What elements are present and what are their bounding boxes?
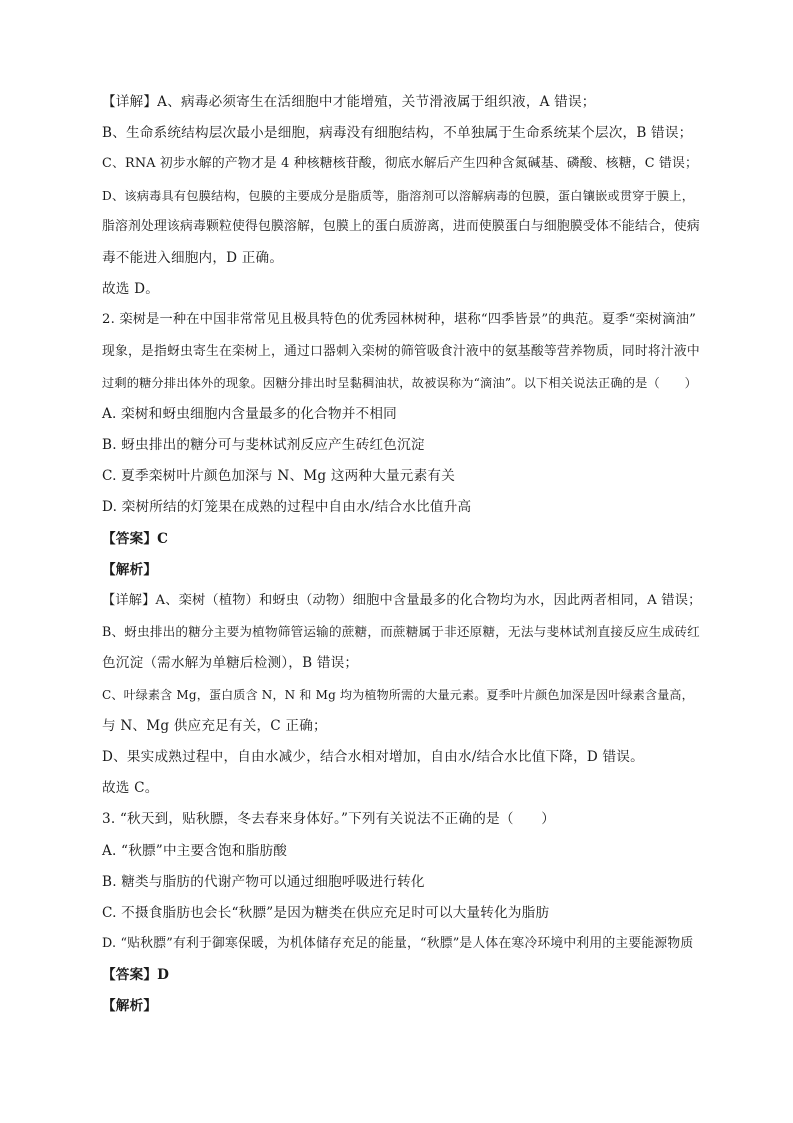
text-line: 2. 栾树是一种在中国非常常见且极具特色的优秀园林树种，堪称“四季皆景”的典范。夏季“栾树滴油” — [102, 312, 697, 328]
text-line: 故选 C。 — [102, 780, 159, 797]
text-line: B. 糖类与脂肪的代谢产物可以通过细胞呼吸进行转化 — [102, 873, 425, 890]
text-line: A. “秋膘”中主要含饱和脂肪酸 — [102, 842, 288, 859]
text-line: 【详解】A、病毒必须寄生在活细胞中才能增殖，关节滑液属于组织液，A 错误； — [102, 94, 596, 110]
text-line: 故选 D。 — [102, 281, 160, 298]
text-line: 【答案】C — [102, 530, 169, 547]
text-line: 【详解】A、栾树（植物）和蚜虫（动物）细胞中含量最多的化合物均为水，因此两者相同，A 错误； — [102, 593, 702, 608]
text-line: D. “贴秋膘”有利于御寒保暖，为机体储存充足的能量，“秋膘”是人体在寒冷环境中利用的主要能源物质 — [102, 936, 694, 952]
text-line: D、果实成熟过程中，自由水减少，结合水相对增加，自由水/结合水比值下降，D 错误。 — [102, 748, 644, 765]
text-line: D. 栾树所结的灯笼果在成熟的过程中自由水/结合水比值升高 — [102, 499, 472, 516]
text-line: 【答案】D — [102, 967, 170, 984]
text-line: 色沉淀（需水解为单糖后检测），B 错误； — [102, 655, 359, 672]
text-line: 【解析】 — [102, 561, 158, 578]
document-page — [102, 92, 702, 1028]
text-line: 毒不能进入细胞内，D 正确。 — [102, 249, 284, 266]
text-line: 3. “秋天到，贴秋膘，冬去春来身体好。”下列有关说法不正确的是（ ） — [102, 811, 555, 828]
text-line: 过剩的糖分排出体外的现象。因糖分排出时呈黏稠油状，故被误称为“滴油”。以下相关说法正确的是（ ） — [102, 375, 698, 390]
text-line: 脂溶剂处理该病毒颗粒使得包膜溶解，包膜上的蛋白质游离，进而使膜蛋白与细胞膜受体不能结合，使病 — [102, 218, 700, 234]
text-line: C、RNA 初步水解的产物才是 4 种核糖核苷酸，彻底水解后产生四种含氮碱基、磷酸、核糖，C 错误； — [102, 156, 698, 172]
text-line: A. 栾树和蚜虫细胞内含量最多的化合物并不相同 — [102, 405, 397, 422]
text-line: 与 N、Mg 供应充足有关，C 正确； — [102, 717, 327, 734]
text-line: B、蚜虫排出的糖分主要为植物筛管运输的蔗糖，而蔗糖属于非还原糖，无法与斐林试剂直接反应生成砖红 — [102, 624, 700, 640]
text-line: C. 不摄食脂肪也会长“秋膘”是因为糖类在供应充足时可以大量转化为脂肪 — [102, 904, 550, 921]
text-line: C、叶绿素含 Mg，蛋白质含 N，N 和 Mg 均为植物所需的大量元素。夏季叶片颜色加深是因叶绿素含量高， — [102, 687, 694, 702]
text-line: C. 夏季栾树叶片颜色加深与 N、Mg 这两种大量元素有关 — [102, 468, 455, 485]
text-line: B、生命系统结构层次最小是细胞，病毒没有细胞结构，不单独属于生命系统某个层次，B 错误； — [102, 125, 693, 142]
text-line: D、该病毒具有包膜结构，包膜的主要成分是脂质等，脂溶剂可以溶解病毒的包膜，蛋白镶嵌或贯穿于膜上， — [102, 188, 695, 203]
text-line: B. 蚜虫排出的糖分可与斐林试剂反应产生砖红色沉淀 — [102, 437, 425, 454]
text-line: 【解析】 — [102, 998, 158, 1015]
text-line: 现象，是指蚜虫寄生在栾树上，通过口器刺入栾树的筛管吸食汁液中的氨基酸等营养物质，同时将汁液中 — [102, 343, 700, 359]
